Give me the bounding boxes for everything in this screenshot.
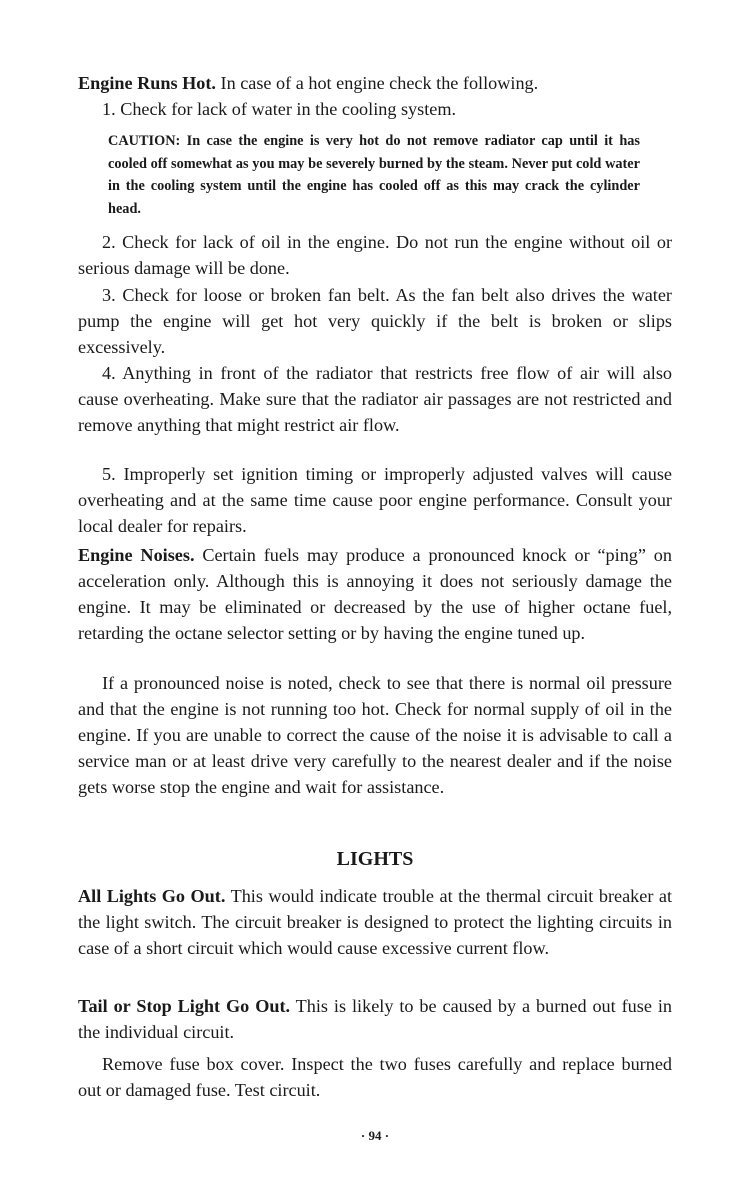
tail-light-para [78,993,672,1045]
page-number: · 94 · [360,1128,390,1143]
heading: Tail or Stop Light Go Out. [78,996,291,1016]
heading: All Lights Go Out. [78,886,226,906]
step-2: 2. Check for lack of oil in the engine. Do not run the engine without oil or serious damage will be done. [78,232,672,278]
text: In case of a hot engine check the following. [215,73,539,93]
engine-noises-para2: If a pronounced noise is noted, check to see that there is normal oil pressure and that the engine is not running too hot. Check for normal supply of oil in the engine. If you are unable to correct the cause of the noise it is advisable to call a service man or at least drive very carefully to the nearest dealer and if the noise gets worse stop the engine and wait for assistance. [78,673,672,797]
all-lights-para [78,883,672,961]
section-title-lights: LIGHTS [336,848,414,870]
step-1: 1. Check for lack of water in the cooling system. [102,99,457,119]
text: This would indicate trouble at the thermal circuit breaker at the light switch. The circuit breaker is designed to protect the lighting circuits in case of a short circuit which would cause excessive current flow. [78,886,673,958]
remove-fuse-para: Remove fuse box cover. Inspect the two fuses carefully and replace burned out or damaged fuse. Test circuit. [78,1054,672,1100]
caution-note [108,130,640,220]
text: Certain fuels may produce a pronounced knock or “ping” on acceleration only. Although this is annoying it does not seriously damage the engine. It may be eliminated or decreased by the use of higher octane fuel, retarding the octane selector setting or by having the engine tuned up. [78,545,672,643]
step-3: 3. Check for loose or broken fan belt. As the fan belt also drives the water pump the engine will get hot very quickly if the belt is broken or slips excessively. [78,285,672,357]
engine-runs-hot-intro [78,70,672,96]
step-5: 5. Improperly set ignition timing or improperly adjusted valves will cause overheating and at the same time cause poor engine performance. Consult your local dealer for repairs. [78,464,672,536]
text: This is likely to be caused by a burned out fuse in the individual circuit. [78,996,672,1042]
heading: Engine Runs Hot. [78,73,216,93]
heading: Engine Noises. [78,545,195,565]
caution-label: CAUTION: [108,133,181,149]
caution-text: In case the engine is very hot do not remove radiator cap until it has cooled off somewhat as you may be severely burned by the steam. Never put cold water in the cooling system until the engine has cooled off as this may crack the cylinder head. [108,133,640,217]
step-4: 4. Anything in front of the radiator that restricts free flow of air will also cause overheating. Make sure that the radiator air passages are not restricted and remove anything that might restrict air flow. [78,363,672,435]
engine-noises-para [78,542,672,646]
